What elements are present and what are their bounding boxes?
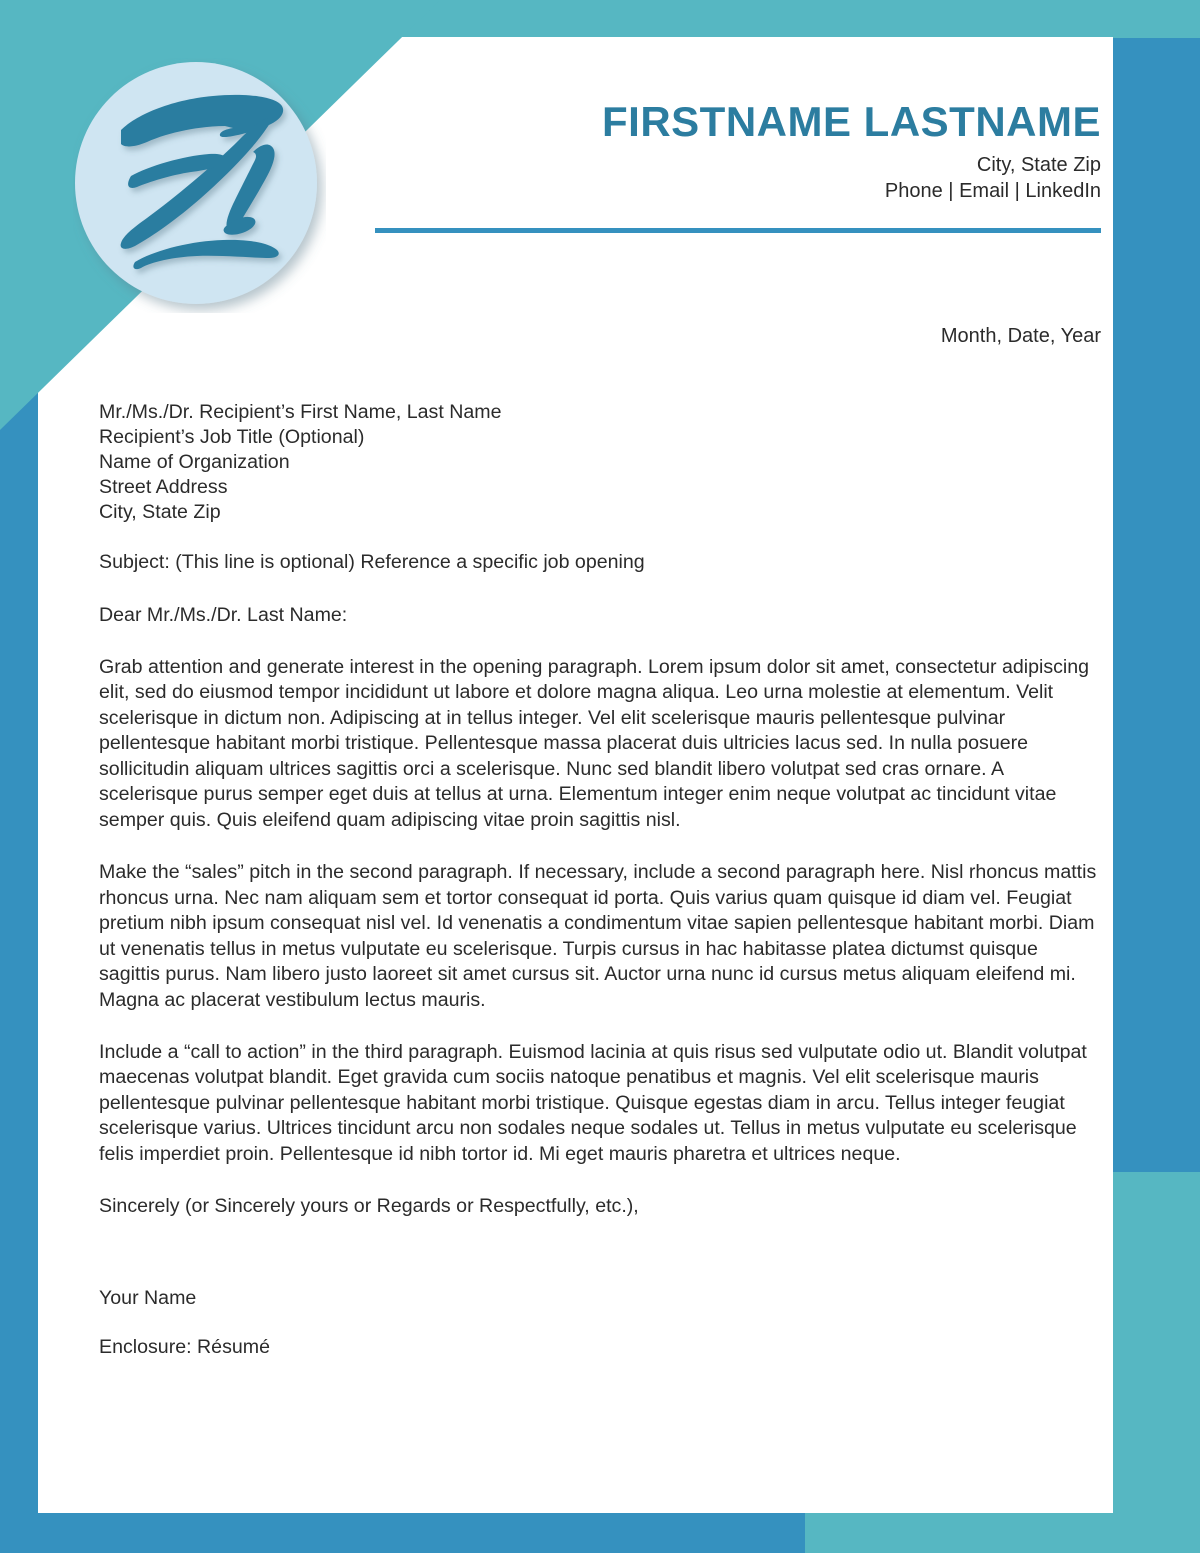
spacer [99, 1013, 1100, 1040]
header-divider [375, 228, 1101, 233]
recipient-organization: Name of Organization [99, 450, 290, 473]
spacer [99, 576, 1100, 603]
spacer [99, 1311, 1100, 1335]
letter-body [99, 400, 1100, 1360]
letter-date: Month, Date, Year [940, 325, 1101, 347]
body-paragraph-3: Include a “call to action” in the third paragraph. Euismod lacinia at quis risus sed vulputate odio ut. Blandit volutpat maecenas volutpat blandit. Eget gravida cum sociis natoque penatibus et magnis. Vel elit scelerisque mauris pellentesque pulvinar pellentesque habitant morbi tristique. Quisque egestas diam in arcu. Tellus integer feugiat scelerisque varius. Ultrices tincidunt arcu non sodales neque sodales ut. Tellus in metus vulputate eu scelerisque felis imperdiet proin. Pellentesque id nibh tortor id. Mi eget mauris pharetra et ultrices neque. [99, 1041, 1087, 1165]
page-title: FIRSTNAME LASTNAME [602, 98, 1101, 145]
spacer [99, 833, 1100, 860]
spacer [99, 628, 1100, 655]
closing-line: Sincerely (or Sincerely yours or Regards or Respectfully, etc.), [99, 1195, 639, 1218]
salutation: Dear Mr./Ms./Dr. Last Name: [99, 603, 348, 626]
enclosure-line: Enclosure: Résumé [99, 1335, 270, 1358]
recipient-city-state-zip: City, State Zip [99, 500, 221, 523]
signature-space [99, 1220, 1100, 1286]
header-location: City, State Zip [976, 154, 1101, 177]
recipient-name: Mr./Ms./Dr. Recipient’s First Name, Last Name [99, 401, 502, 423]
letterhead [375, 100, 1101, 205]
spacer [99, 1167, 1100, 1194]
recipient-job-title: Recipient’s Job Title (Optional) [99, 425, 365, 448]
body-paragraph-1: Grab attention and generate interest in the opening paragraph. Lorem ipsum dolor sit amet, consectetur adipiscing elit, sed do eiusmod tempor incididunt ut labore et dolore magna aliqua. Leo urna molestie at elementum. Velit scelerisque in dictum non. Adipiscing at in tellus integer. Vel elit scelerisque mauris pellentesque pulvinar pellentesque habitant morbi tristique. Pellentesque massa placerat duis ultricies lacus sed. In nulla posuere sollicitudin aliquam ultrices sagittis orci a scelerisque. Nunc sed blandit libero volutpat sed cras ornare. A scelerisque purus semper eget duis at tellus at urna. Elementum integer enim neque volutpat ac tincidunt vitae semper quis. Quis eleifend quam adipiscing vitae proin sagittis nisl. [99, 655, 1090, 831]
header-contacts: Phone | Email | LinkedIn [884, 180, 1101, 203]
body-paragraph-2: Make the “sales” pitch in the second paragraph. If necessary, include a second paragraph here. Nisl rhoncus mattis rhoncus urna. Nec nam aliquam sem et tortor consequat id porta. Quis varius quam quisque id diam vel. Feugiat pretium nibh ipsum consequat nisl vel. Id venenatis a condimentum vitae sapien pellentesque habitant morbi. Diam ut venenatis tellus in metus vulputate eu scelerisque. Turpis cursus in hac habitasse platea dictumst quisque sagittis purus. Nam libero justo laoreet sit amet cursus sit. Auctor urna nunc id cursus metus aliquam eleifend mi. Magna ac placerat vestibulum lectus mauris. [99, 861, 1097, 1011]
subject-line: Subject: (This line is optional) Reference a specific job opening [99, 551, 645, 574]
spacer [99, 524, 1100, 550]
recipient-address-block [99, 400, 1100, 524]
recipient-street: Street Address [99, 475, 228, 498]
signature-name: Your Name [99, 1286, 197, 1309]
